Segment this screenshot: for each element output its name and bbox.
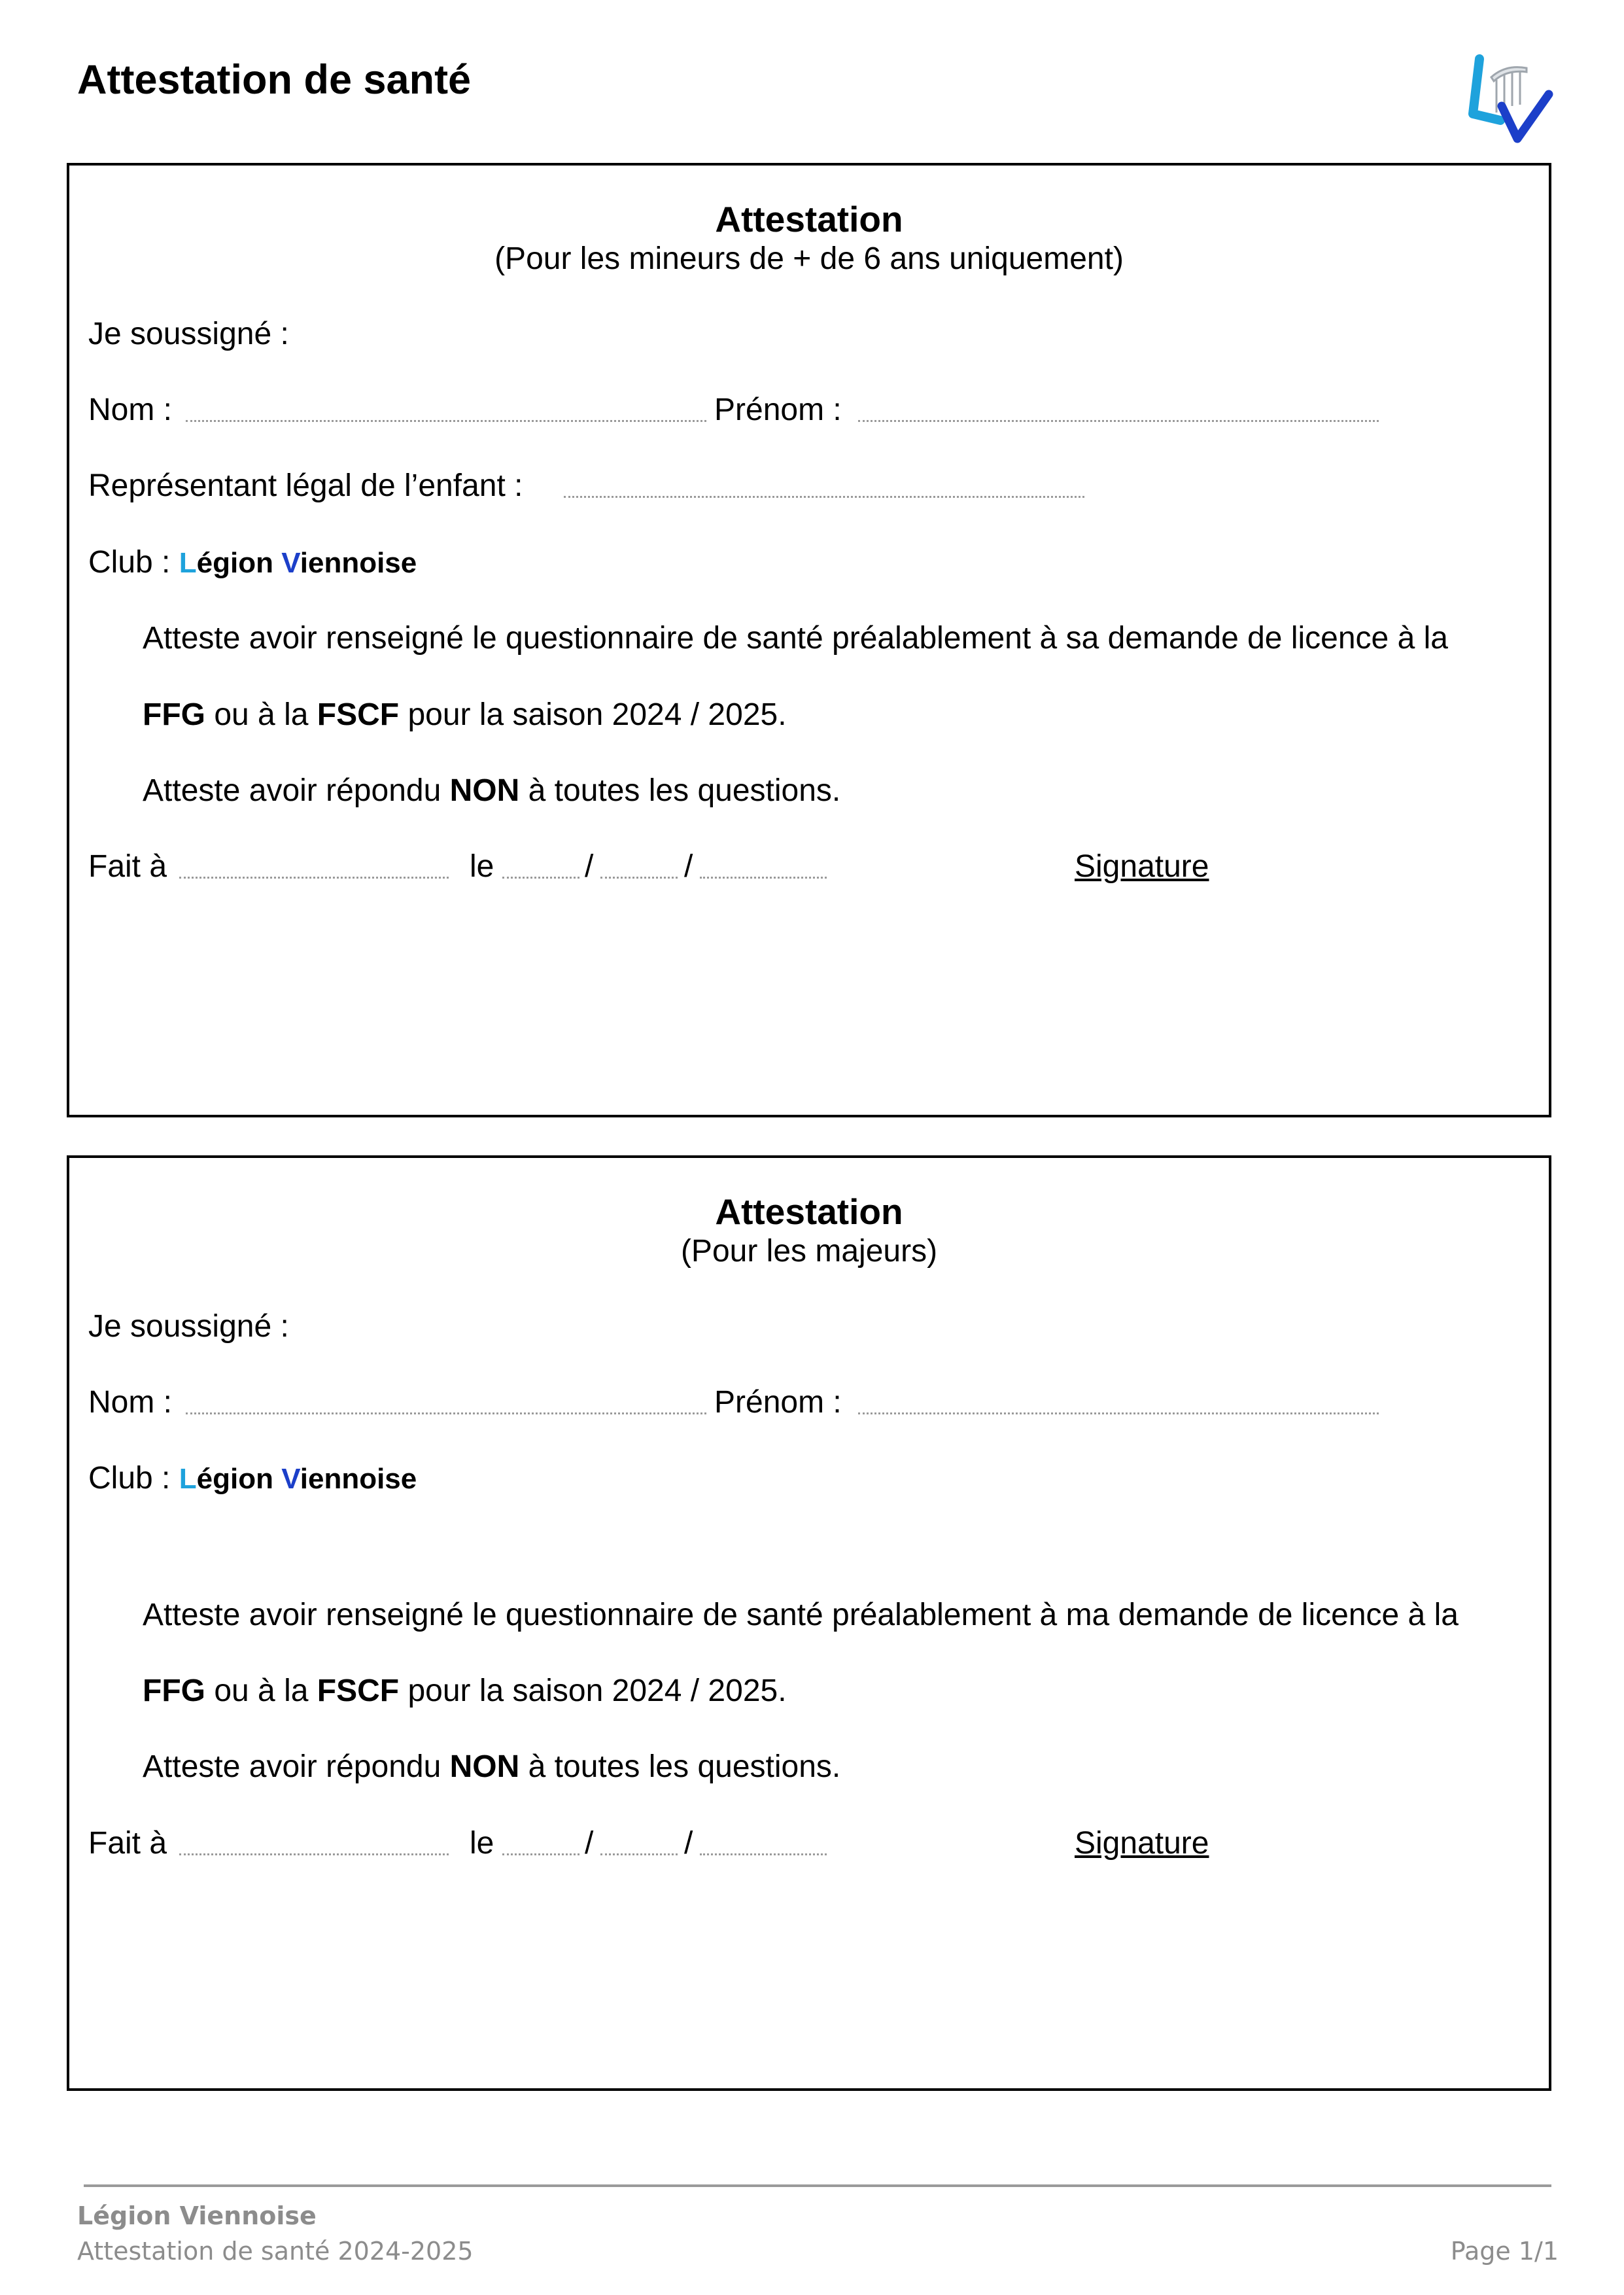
le-label: le [470, 849, 494, 884]
fait-label: Fait à [88, 849, 167, 884]
nom-field[interactable] [186, 415, 706, 422]
prenom-label: Prénom : [714, 1385, 842, 1420]
mois-field[interactable] [600, 872, 678, 879]
footer-page-number: Page 1/1 [1450, 2237, 1559, 2266]
attestation-non-line: Atteste avoir répondu NON à toutes les questions. [143, 773, 841, 808]
signature-label: Signature [1075, 849, 1209, 884]
date-slash: / [585, 849, 594, 884]
prenom-field[interactable] [858, 1408, 1379, 1414]
lieu-field[interactable] [179, 872, 449, 879]
annee-field[interactable] [700, 872, 827, 879]
representant-field[interactable] [564, 491, 1084, 498]
section-heading: Attestation [715, 1191, 903, 1232]
attestation-text-line1: Atteste avoir renseigné le questionnaire de santé préalablement à ma demande de licence à la [143, 1598, 1459, 1632]
footer-document-title: Attestation de santé 2024-2025 [77, 2237, 474, 2266]
le-label: le [470, 1826, 494, 1861]
annee-field[interactable] [700, 1849, 827, 1855]
attestation-non-line: Atteste avoir répondu NON à toutes les questions. [143, 1749, 841, 1784]
date-slash: / [585, 1826, 594, 1861]
club-name: Légion Viennoise [179, 547, 417, 579]
prenom-field[interactable] [858, 415, 1379, 422]
footer-club-name: Légion Viennoise [77, 2201, 317, 2230]
logo-v-icon [1502, 94, 1549, 139]
attestation-majeurs-box [67, 1155, 1551, 2091]
lieu-field[interactable] [179, 1849, 449, 1855]
section-subheading: (Pour les majeurs) [680, 1234, 938, 1269]
attestation-text-line2: FFG ou à la FSCF pour la saison 2024 / 2025. [143, 697, 787, 732]
club-row [88, 543, 1549, 583]
attestation-text-line2: FFG ou à la FSCF pour la saison 2024 / 2025. [143, 1673, 787, 1708]
nom-label: Nom : [88, 393, 173, 427]
intro-text: Je soussigné : [88, 317, 289, 351]
page-title: Attestation de santé [77, 57, 472, 103]
date-slash: / [684, 1826, 693, 1861]
footer-divider [84, 2184, 1551, 2187]
jour-field[interactable] [502, 872, 579, 879]
club-name: Légion Viennoise [179, 1463, 417, 1495]
attestation-text-line1: Atteste avoir renseigné le questionnaire de santé préalablement à sa demande de licence à la [143, 621, 1448, 656]
representant-label: Représentant légal de l’enfant : [88, 468, 523, 503]
nom-label: Nom : [88, 1385, 173, 1420]
nom-field[interactable] [186, 1408, 706, 1414]
club-logo [1453, 52, 1558, 150]
section-subheading: (Pour les mineurs de + de 6 ans uniquement) [494, 241, 1124, 276]
fait-label: Fait à [88, 1826, 167, 1861]
intro-text: Je soussigné : [88, 1309, 289, 1344]
mois-field[interactable] [600, 1849, 678, 1855]
club-label: Club : [88, 545, 171, 580]
club-row [88, 1459, 1549, 1499]
attestation-mineurs-box [67, 163, 1551, 1117]
signature-label: Signature [1075, 1826, 1209, 1861]
date-slash: / [684, 849, 693, 884]
prenom-label: Prénom : [714, 393, 842, 427]
section-heading: Attestation [715, 199, 903, 239]
club-label: Club : [88, 1461, 171, 1496]
logo-columns-icon [1491, 67, 1527, 113]
jour-field[interactable] [502, 1849, 579, 1855]
